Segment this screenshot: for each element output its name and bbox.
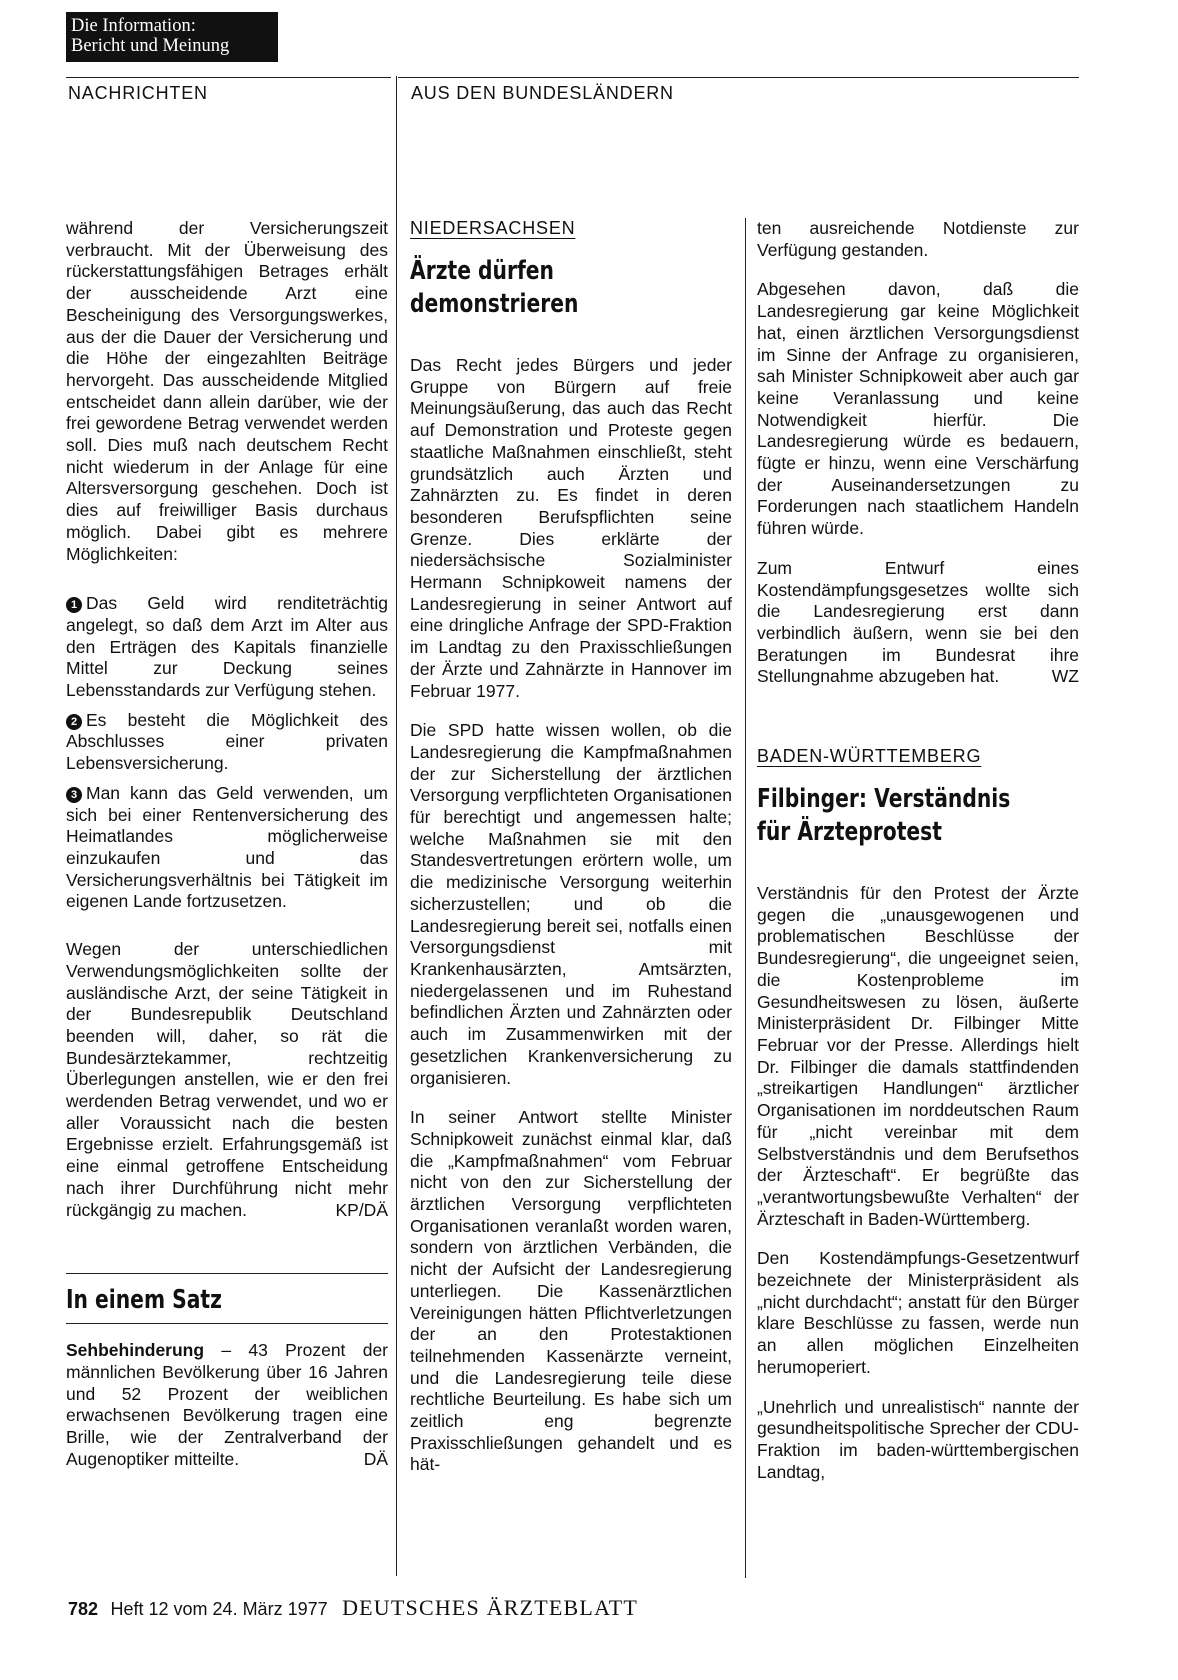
article-headline: [410, 255, 732, 321]
article-paragraph: „Unehrlich und unrealistisch“ nannte der gesundheitspolitische Sprecher der CDU-Fraktion im baden-württembergischen Landtag,: [757, 1396, 1079, 1482]
satz-text: – 43 Prozent der männlichen Bevölkerung über 16 Jahren und 52 Prozent der weiblichen erwachsenen Bevölkerung tragen eine Brille, wie der Zentralverband der Augenoptiker mitteilte.: [66, 1340, 388, 1469]
bullet-number-3: 3: [66, 787, 82, 803]
article-paragraph: Den Kostendämpfungs-Gesetzentwurf bezeichnete der Ministerpräsident als „nicht durchdacht“; anstatt für den Bürger klare Beschlüsse zu fassen, werde nun an allen möglichen Einzelheiten herumoperiert.: [757, 1248, 1079, 1377]
headline-line-1: Ärzte dürfen: [410, 256, 554, 286]
top-rule-right: [398, 77, 1079, 78]
masthead: [66, 12, 278, 62]
bullet-number-1: 1: [66, 597, 82, 613]
satz-paragraph: [66, 1340, 388, 1470]
article-paragraph: Die SPD hatte wissen wollen, ob die Landesregierung die Kampfmaßnahmen der zur Sicherstellung der ärztlichen Versorgung verpflichteten Organisationen für berechtigt und angemessen halte; welche Maßnahmen sie mit den Standesvertretungen erörtern wolle, um die medizinische Versorgung weiterhin sicherzustellen; und ob die Landesregierung bereit sei, notfalls einen Versorgungsdienst mit Krankenhausärzten, Amtsärzten, niedergelassenen und im Ruhestand befindlichen Ärzten und Zahnärzten oder auch im Zusammenwirken mit der gesetzlichen Krankenversicherung zu organisieren.: [410, 720, 733, 1088]
section-label-nachrichten: NACHRICHTEN: [68, 83, 208, 103]
satz-signature: DÄ: [363, 1448, 388, 1469]
masthead-line-2: Bericht und Meinung: [71, 36, 230, 56]
article-paragraph: während der Versicherungszeit verbraucht. Mit der Überweisung des rückerstattungsfähigen Betrages erhält der ausscheidende Arzt eine Bescheinigung des Versorgungswerkes, aus der die Dauer der Versicherung und die Höhe der eingezahlten Beiträge hervorgeht. Das ausscheidende Mitglied entscheidet dann allein darüber, wie der frei gewordene Betrag verwendet werden soll. Dies muß nach deutschem Recht nicht wiederum in der Anlage für eine Altersversorgung geschehen. Doch ist dies auf freiwilliger Basis durchaus möglich. Dabei gibt es mehrere Möglichkeiten:: [66, 218, 388, 564]
satz-term: Sehbehinderung: [66, 1340, 205, 1361]
article-paragraph: [757, 558, 1079, 688]
satz-heading: In einem Satz: [66, 1285, 222, 1316]
author-signature: WZ: [1051, 666, 1079, 687]
bullet-item-2: [66, 710, 388, 775]
magazine-name: DEUTSCHES ÄRZTEBLATT: [342, 1595, 639, 1620]
region-heading-niedersachsen: NIEDERSACHSEN: [410, 218, 576, 238]
headline-line-1: Filbinger: Verständnis: [757, 784, 1011, 815]
bullet-text: Es besteht die Möglichkeit des Abschlusses einer privaten Lebensversicherung.: [66, 709, 388, 774]
page-footer: [68, 1595, 638, 1621]
article-paragraph: ten ausreichende Notdienste zur Verfügung gestanden.: [757, 218, 1079, 260]
satz-rule-bottom: [66, 1323, 388, 1324]
bullet-item-1: [66, 593, 388, 702]
article-paragraph: Verständnis für den Protest der Ärzte gegen die „unausgewogenen und problematischen Beschlüsse der Bundesregierung“, die ungeeignet seien, die Kostenprobleme im Gesundheitswesen zu lösen, äußerte Ministerpräsident Dr. Filbinger Mitte Februar vor der Presse. Allerdings hielt Dr. Filbinger die damals stattfindenden „streikartigen Handlungen“ ärztlicher Organisationen im norddeutschen Raum für „nicht vereinbar mit dem Selbstverständnis und dem Berufsethos der Ärzteschaft“. Er begrüßte das „verantwortungsbewußte Verhalten“ der Ärzteschaft in Baden-Württemberg.: [757, 883, 1079, 1229]
closing-text: Wegen der unterschiedlichen Verwendungsmöglichkeiten sollte der ausländische Arzt, der seine Tätigkeit in der Bundesrepublik Deutschland beenden will, daher, so rät die Bundesärztekammer, rechtzeitig Überlegungen anstellen, wie er den frei werdenden Betrag verwendet, und wo er aller Voraussicht nach die besten Ergebnisse erzielt. Erfahrungsgemäß ist eine einmal getroffene Entscheidung nach ihrer Durchführung nicht mehr rückgängig zu machen.: [66, 939, 388, 1220]
headline-line-2: demonstrieren: [410, 289, 579, 319]
masthead-line-1: Die Information:: [71, 16, 196, 36]
bullet-text: Man kann das Geld verwenden, um sich bei einer Rentenversicherung des Heimatlandes möglicherweise einzukaufen und das Versicherungsverhältnis bei Tätigkeit im eigenen Lande fortzusetzen.: [66, 782, 388, 912]
article-paragraph: Das Recht jedes Bürgers und jeder Gruppe von Bürgern auf freie Meinungsäußerung, das auch das Recht auf Demonstration und Proteste gegen staatliche Maßnahmen einschließt, steht grundsätzlich auch Ärzten und Zahnärzten zu. Es findet in deren besonderen Berufspflichten seine Grenze. Dies erklärte der niedersächsische Sozialminister Hermann Schnipkoweit namens der Landesregierung in seiner Antwort auf eine dringliche Anfrage der SPD-Fraktion im Landtag zu den Praxisschließungen der Ärzte und Zahnärzte in Hannover im Februar 1977.: [410, 355, 732, 701]
column-3: [757, 218, 1079, 1483]
paragraph-text: Zum Entwurf eines Kostendämpfungsgesetzes wollte sich die Landesregierung erst dann verbindlich äußern, wenn sie bei den Beratungen im Bundesrat ihre Stellungnahme abzugeben hat.: [757, 557, 1079, 687]
bullet-number-2: 2: [66, 714, 82, 730]
issue-info: Heft 12 vom 24. März 1977: [110, 1599, 328, 1619]
column-divider-1: [396, 76, 397, 1576]
column-1: [66, 218, 388, 1470]
section-label-bundeslaender: AUS DEN BUNDESLÄNDERN: [411, 83, 674, 103]
region-heading-baden-wuerttemberg: BADEN-WÜRTTEMBERG: [757, 746, 982, 767]
column-divider-2: [745, 218, 746, 1578]
bullet-text: Das Geld wird renditeträchtig angelegt, so daß dem Arzt im Alter aus den Erträgen des Kapitals finanzielle Mittel zur Deckung seines Lebensstandards zur Verfügung stehen.: [66, 593, 388, 701]
page-number: 782: [68, 1599, 99, 1619]
top-rule-left: [66, 77, 391, 78]
column-2: [410, 218, 732, 1476]
article-paragraph: [66, 939, 388, 1221]
article-paragraph: In seiner Antwort stellte Minister Schnipkoweit zunächst einmal klar, daß die „Kampfmaßnahmen“ vom Februar nicht von den zur Sicherstellung der ärztlichen Versorgung verpflichteten Organisationen veranlaßt worden waren, sondern von ärztlichen Verbänden, die nicht der Aufsicht der Landesregierung unterliegen. Die Kassenärztlichen Vereinigungen hätten Pflichtverletzungen der an den Protestaktionen teilnehmenden Kassenärzte verneint, und die Landesregierung teile diese rechtliche Beurteilung. Es habe sich um zeitlich eng begrenzte Praxisschließungen gehandelt und es hät-: [410, 1107, 732, 1475]
headline-line-2: für Ärzteprotest: [757, 817, 942, 848]
satz-rule-top: [66, 1273, 388, 1274]
bullet-item-3: [66, 783, 388, 913]
article-paragraph: Abgesehen davon, daß die Landesregierung gar keine Möglichkeit hat, einen ärztlichen Versorgungsdienst im Sinne der Anfrage zu organisieren, sah Minister Schnipkoweit aber auch gar keine Veranlassung und keine Notwendigkeit hierfür. Die Landesregierung würde es bedauern, fügte er hinzu, wenn eine Verschärfung der Auseinandersetzungen zu Forderungen nach staatlichem Handeln führen würde.: [757, 279, 1079, 539]
article-headline: [757, 783, 1079, 849]
author-signature: KP/DÄ: [335, 1199, 388, 1220]
